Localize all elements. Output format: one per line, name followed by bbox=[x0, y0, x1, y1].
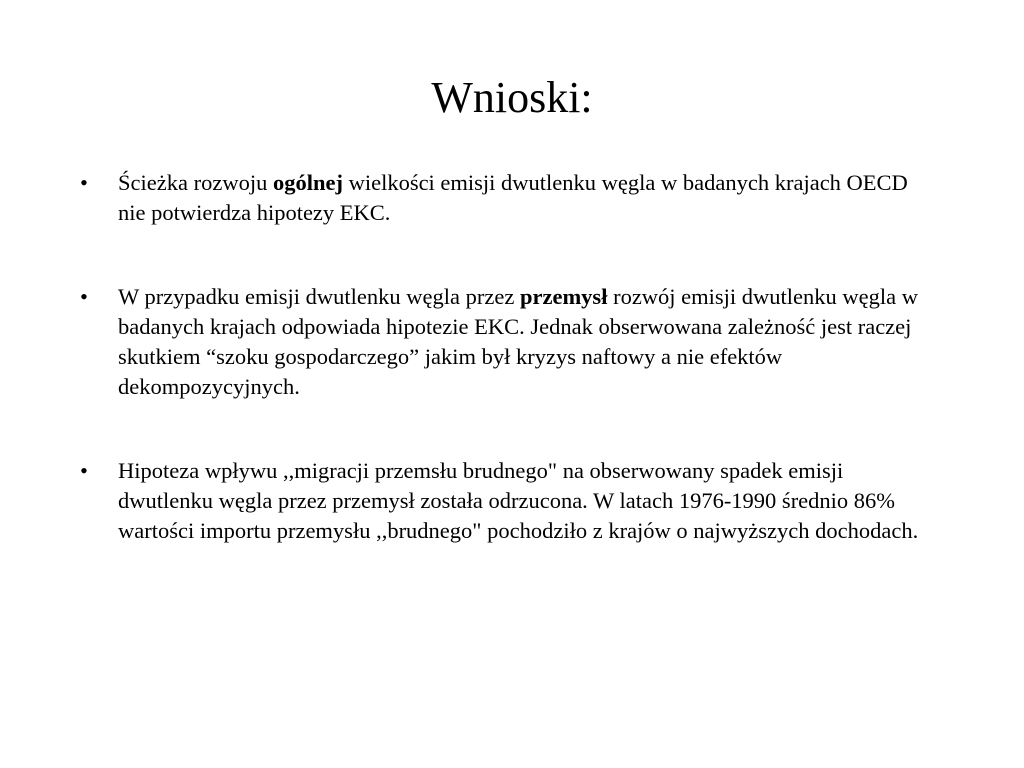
slide-title: Wnioski: bbox=[431, 73, 593, 122]
bullet-item bbox=[80, 456, 940, 546]
bullet-marker: • bbox=[80, 170, 88, 195]
bullet-text-part: wielkości emisji dwutlenku węgla w badanych krajach OECD nie potwierdza hipotezy EKC. bbox=[118, 170, 908, 225]
bullet-text-part: Ścieżka rozwoju bbox=[118, 170, 273, 195]
bullet-text-part: W przypadku emisji dwutlenku węgla przez bbox=[118, 284, 520, 309]
bullet-text bbox=[118, 170, 908, 225]
bullet-text-emphasis: ogólnej bbox=[272, 170, 343, 195]
bullet-text-emphasis: przemysł bbox=[519, 284, 608, 309]
bullet-text bbox=[118, 458, 918, 543]
bullet-text-part: rozwój emisji dwutlenku węgla w badanych krajach odpowiada hipotezie EKC. Jednak obserwowana zależność jest raczej skutkiem “szoku gospodarczego” jakim był kryzys naftowy a nie efektów dekompozycyjnych. bbox=[118, 284, 919, 399]
bullet-list bbox=[80, 168, 940, 600]
bullet-marker: • bbox=[80, 458, 88, 483]
bullet-text bbox=[118, 284, 918, 399]
bullet-text-part: Hipoteza wpływu ,,migracji przemsłu brudnego" na obserwowany spadek emisji dwutlenku węgla przez przemysł została odrzucona. W latach 1976-1990 średnio 86% wartości importu przemysłu ,,brudnego" pochodziło z krajów o najwyższych dochodach. bbox=[118, 458, 919, 543]
bullet-item bbox=[80, 168, 940, 228]
bullet-marker: • bbox=[80, 284, 88, 309]
bullet-item bbox=[80, 282, 940, 402]
